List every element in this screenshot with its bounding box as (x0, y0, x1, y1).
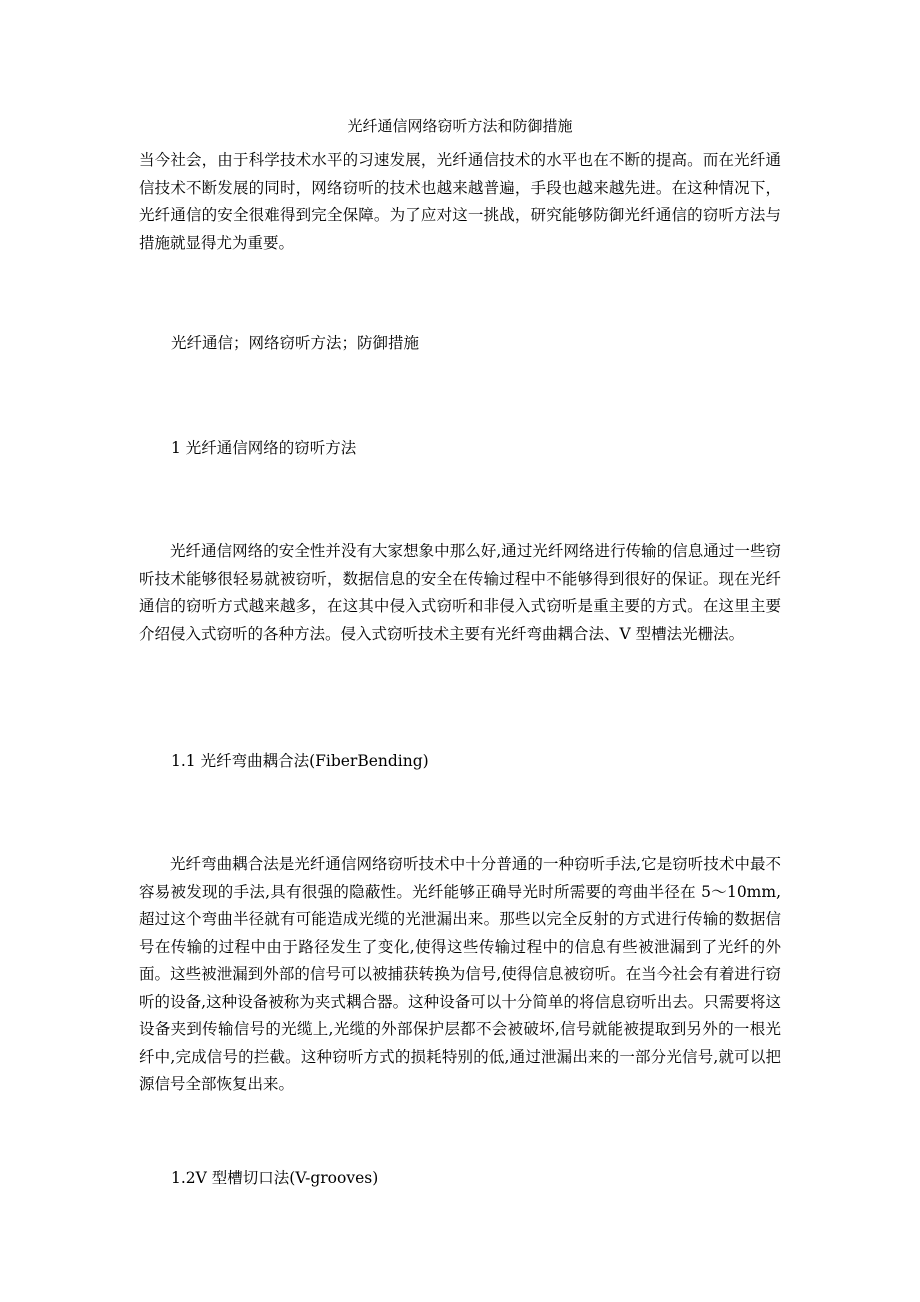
section-1-1-heading: 1.1 光纤弯曲耦合法(FiberBending) (171, 752, 429, 770)
section-1-heading: 1 光纤通信网络的窃听方法 (171, 439, 357, 457)
document-title: 光纤通信网络窃听方法和防御措施 (347, 117, 573, 135)
section-1-1-paragraph: 光纤弯曲耦合法是光纤通信网络窃听技术中十分普通的一种窃听手法,它是窃听技术中最不容易被发现的手法,具有很强的隐蔽性。光纤能够正确导光时所需要的弯曲半径在 5～10mm,超过这个弯曲半径就有可能造成光缆的光泄漏出来。那些以完全反射的方式进行传输的数据信号在传输的过程中由于路径发生了变化,使得这些传输过程中的信息有些被泄漏到了光纤的外面。这些被泄漏到外部的信号可以被捕获转换为信号,使得信息被窃听。在当今社会有着进行窃听的设备,这种设备被称为夹式耦合器。这种设备可以十分简单的将信息窃听出去。只需要将这设备夹到传输信号的光缆上,光缆的外部保护层都不会被破坏,信号就能被提取到另外的一根光纤中,完成信号的拦截。这种窃听方式的损耗特别的低,通过泄漏出来的一部分光信号,就可以把源信号全部恢复出来。 (139, 855, 781, 1093)
keywords-line: 光纤通信；网络窃听方法；防御措施 (171, 334, 420, 352)
abstract-paragraph: 当今社会，由于科学技术水平的习速发展，光纤通信技术的水平也在不断的提高。而在光纤通信技术不断发展的同时，网络窃听的技术也越来越普遍，手段也越来越先进。在这种情况下，光纤通信的安全很难得到完全保障。为了应对这一挑战，研究能够防御光纤通信的窃听方法与措施就显得尤为重要。 (139, 151, 781, 252)
section-1-2-heading: 1.2V 型槽切口法(V-grooves) (171, 1169, 379, 1187)
section-1-paragraph: 光纤通信网络的安全性并没有大家想象中那么好,通过光纤网络进行传输的信息通过一些窃听技术能够很轻易就被窃听，数据信息的安全在传输过程中不能够得到很好的保证。现在光纤通信的窃听方式越来越多，在这其中侵入式窃听和非侵入式窃听是重主要的方式。在这里主要介绍侵入式窃听的各种方法。侵入式窃听技术主要有光纤弯曲耦合法、V 型槽法光栅法。 (139, 542, 781, 643)
